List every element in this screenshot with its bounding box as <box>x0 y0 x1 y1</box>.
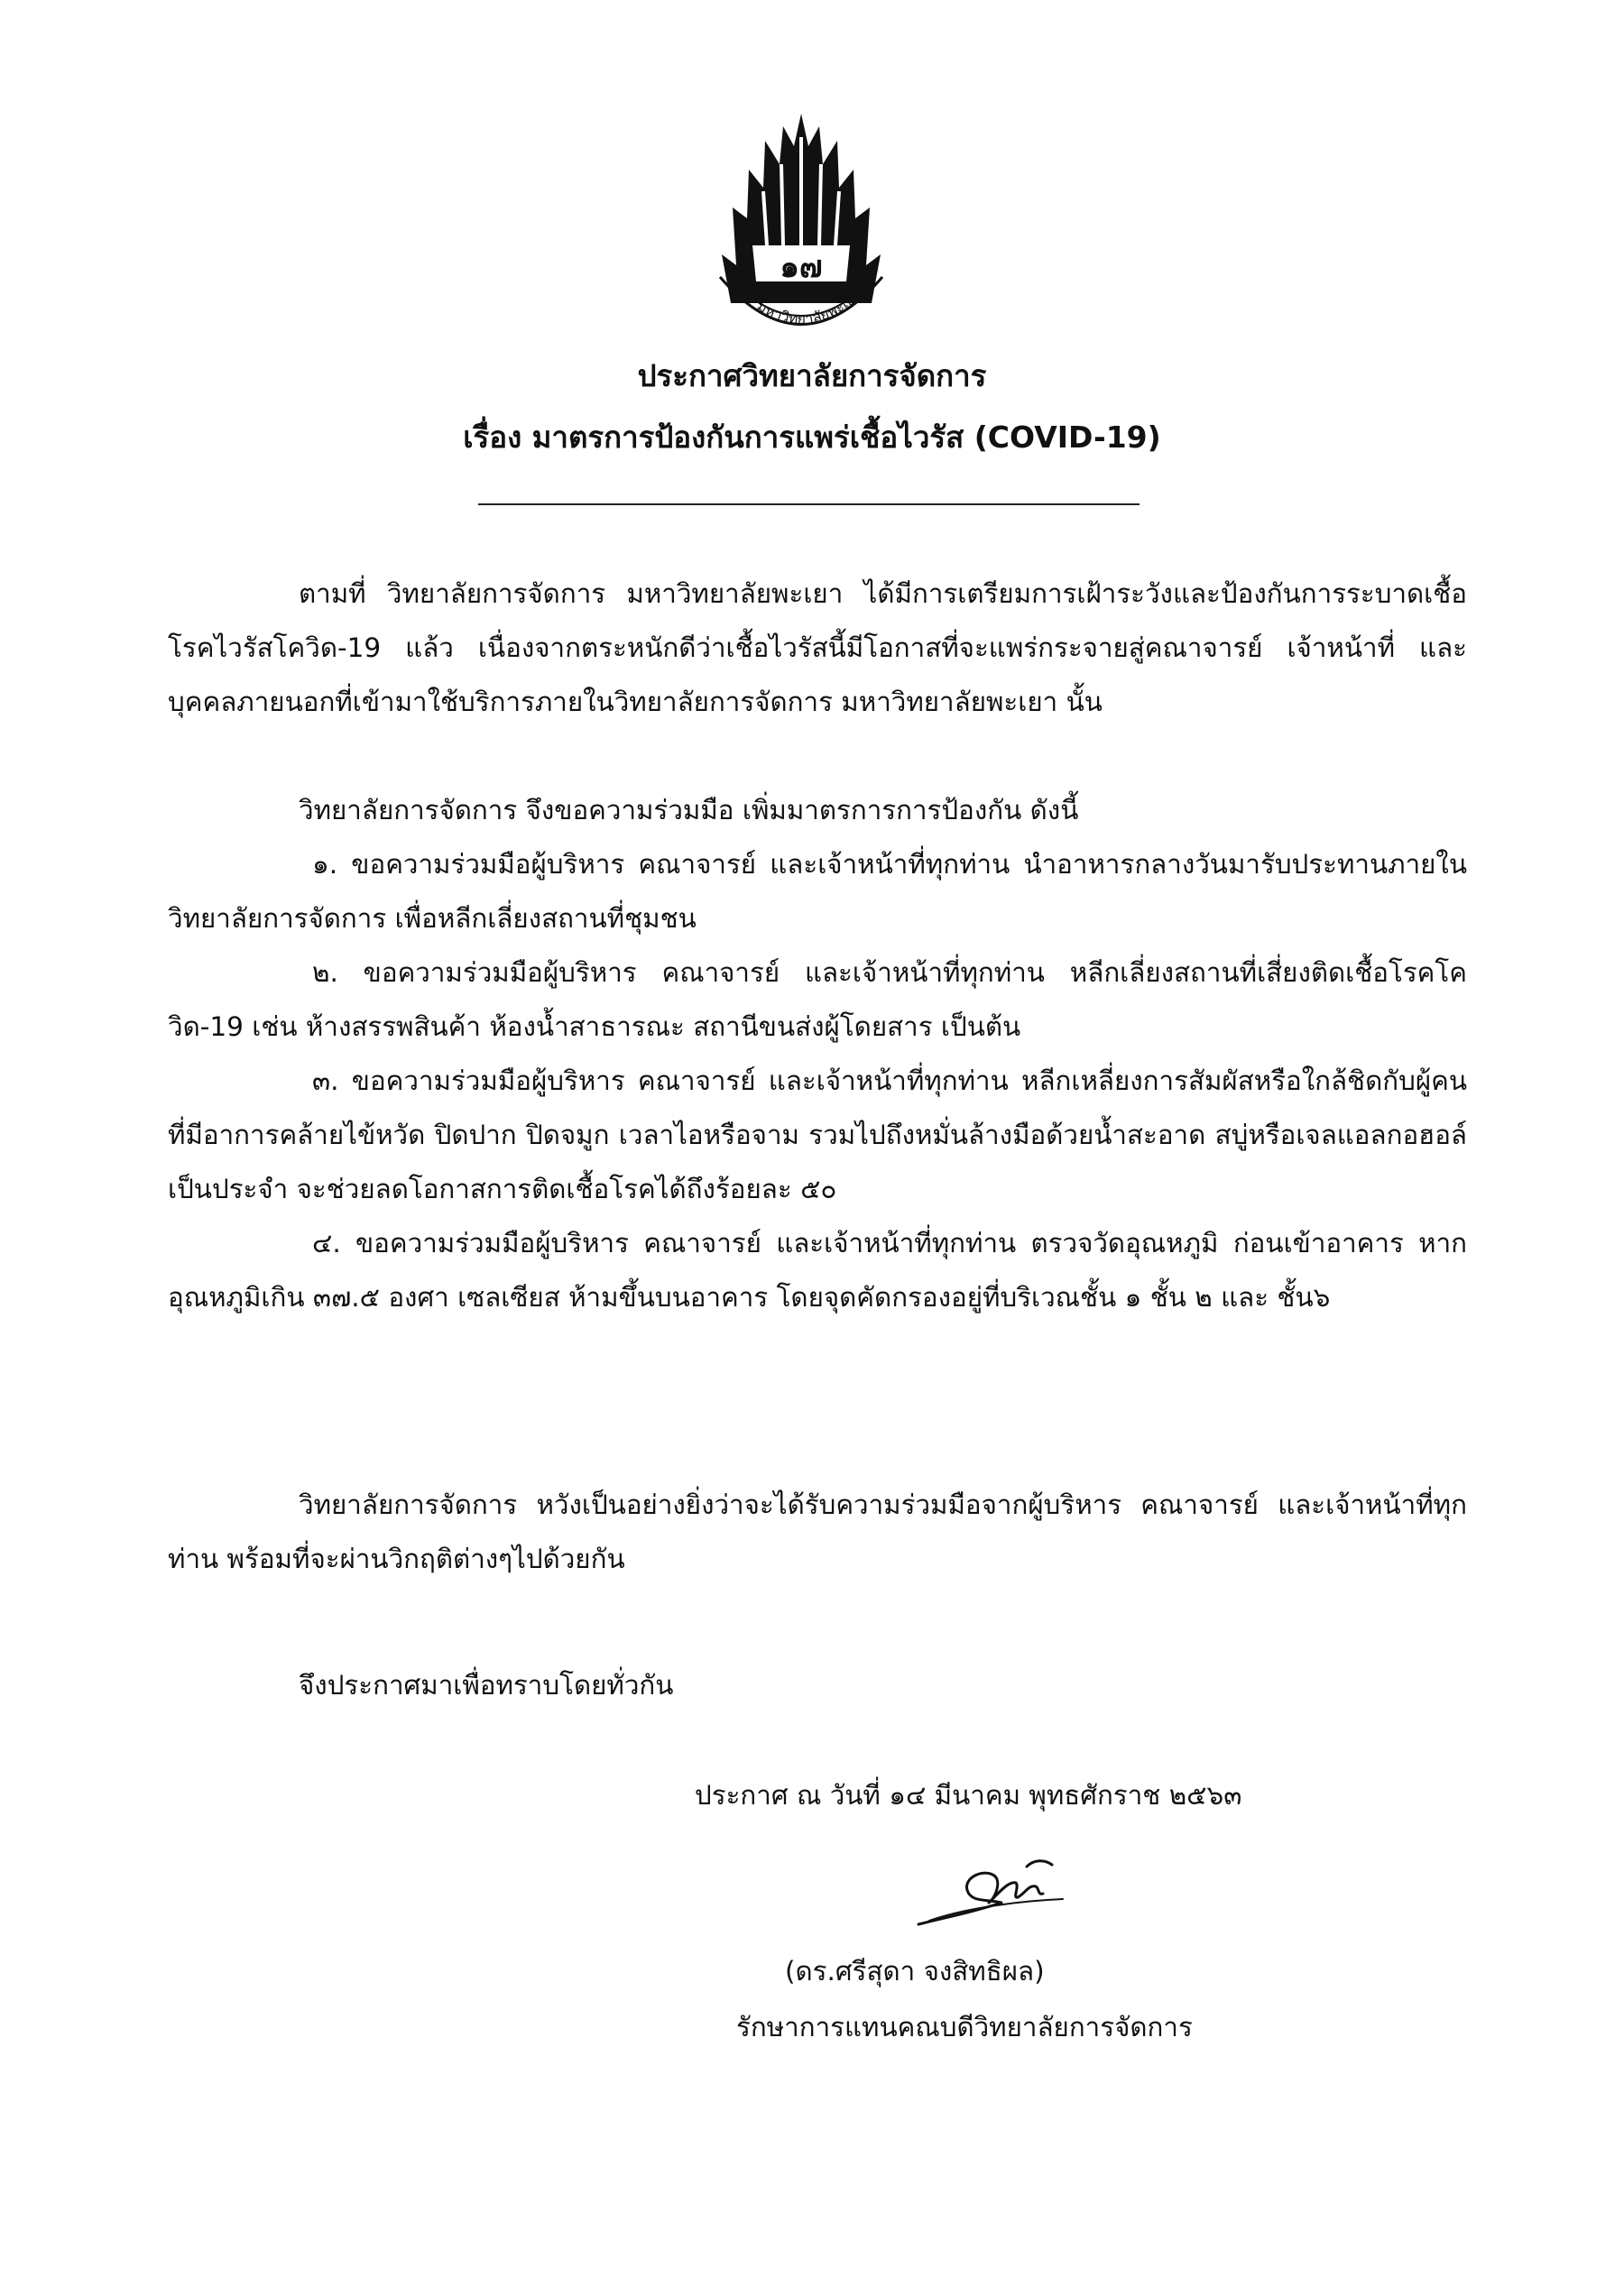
list-item: ๒. ขอความร่วมมือผู้บริหาร คณาจารย์ และเจ้าหน้าที่ทุกท่าน หลีกเลี่ยงสถานที่เสี่ยงติดเชื้อโรคโควิด-19 เช่น ห้างสรรพสินค้า ห้องน้ำสาธารณะ สถานีขนส่งผู้โดยสาร เป็นต้น <box>168 957 1467 1042</box>
handwritten-signature-icon <box>911 1845 1069 1935</box>
request-paragraph: วิทยาลัยการจัดการ จึงขอความร่วมมือ เพิ่มมาตรการการป้องกัน ดังนี้ <box>299 795 1079 825</box>
signer-name: (ดร.ศรีสุดา จงสิทธิผล) <box>785 1956 1045 1987</box>
list-item: ๑. ขอความร่วมมือผู้บริหาร คณาจารย์ และเจ้าหน้าที่ทุกท่าน นำอาหารกลางวันมารับประทานภายในวิทยาลัยการจัดการ เพื่อหลีกเลี่ยงสถานที่ชุมชน <box>168 849 1467 934</box>
list-item: ๓. ขอความร่วมมือผู้บริหาร คณาจารย์ และเจ้าหน้าที่ทุกท่าน หลีกเหลี่ยงการสัมผัสหรือใกล้ชิดกับผู้คนที่มีอาการคล้ายไข้หวัด ปิดปาก ปิดจมูก เวลาไอหรือจาม รวมไปถึงหมั่นล้างมือด้วยน้ำสะอาด สบู่หรือเจลแอลกอฮอล์เป็นประจำ จะช่วยลดโอกาสการติดเชื้อโรคได้ถึงร้อยละ ๕๐ <box>168 1065 1467 1204</box>
announcement-subject: เรื่อง มาตรการป้องกันการแพร่เชื้อไวรัส (COVID-19) <box>463 420 1161 455</box>
list-item: ๔. ขอความร่วมมือผู้บริหาร คณาจารย์ และเจ้าหน้าที่ทุกท่าน ตรวจวัดอุณหภูมิ ก่อนเข้าอาคาร หากอุณหภูมิเกิน ๓๗.๕ องศา เซลเซียส ห้ามขึ้นบนอาคาร โดยจุดคัดกรองอยู่ที่บริเวณชั้น ๑ ชั้น ๒ และ ชั้น๖ <box>168 1228 1467 1313</box>
announcement-title: ประกาศวิทยาลัยการจัดการ <box>637 358 987 393</box>
announcement-date: ประกาศ ณ วันที่ ๑๔ มีนาคม พุทธศักราช ๒๕๖๓ <box>695 1780 1242 1811</box>
svg-text:มหาวิทยาลัยพะเยา: มหาวิทยาลัยพะเยา <box>753 285 865 328</box>
signer-title: รักษาการแทนคณบดีวิทยาลัยการจัดการ <box>736 2012 1193 2042</box>
hope-paragraph: วิทยาลัยการจัดการ หวังเป็นอย่างยิ่งว่าจะได้รับความร่วมมือจากผู้บริหาร คณาจารย์ และเจ้าหน้าที่ทุกท่าน พร้อมที่จะผ่านวิกฤติต่างๆไปด้วยกัน <box>168 1489 1467 1574</box>
title-divider <box>478 503 1140 505</box>
closing-paragraph: จึงประกาศมาเพื่อทราบโดยทั่วกัน <box>299 1670 674 1701</box>
intro-paragraph: ตามที่ วิทยาลัยการจัดการ มหาวิทยาลัยพะเยา ได้มีการเตรียมการเฝ้าระวังและป้องกันการระบาดเชื้อโรคไวรัสโควิด-19 แล้ว เนื่องจากตระหนักดีว่าเชื้อไวรัสนี้มีโอกาสที่จะแพร่กระจายสู่คณาจารย์ เจ้าหน้าที่ และบุคคลภายนอกที่เข้ามาใช้บริการภายในวิทยาลัยการจัดการ มหาวิทยาลัยพะเยา นั้น <box>168 578 1467 717</box>
measures-list <box>168 837 1467 1324</box>
university-emblem-icon <box>711 110 891 346</box>
svg-text:๑๗: ๑๗ <box>780 249 823 285</box>
